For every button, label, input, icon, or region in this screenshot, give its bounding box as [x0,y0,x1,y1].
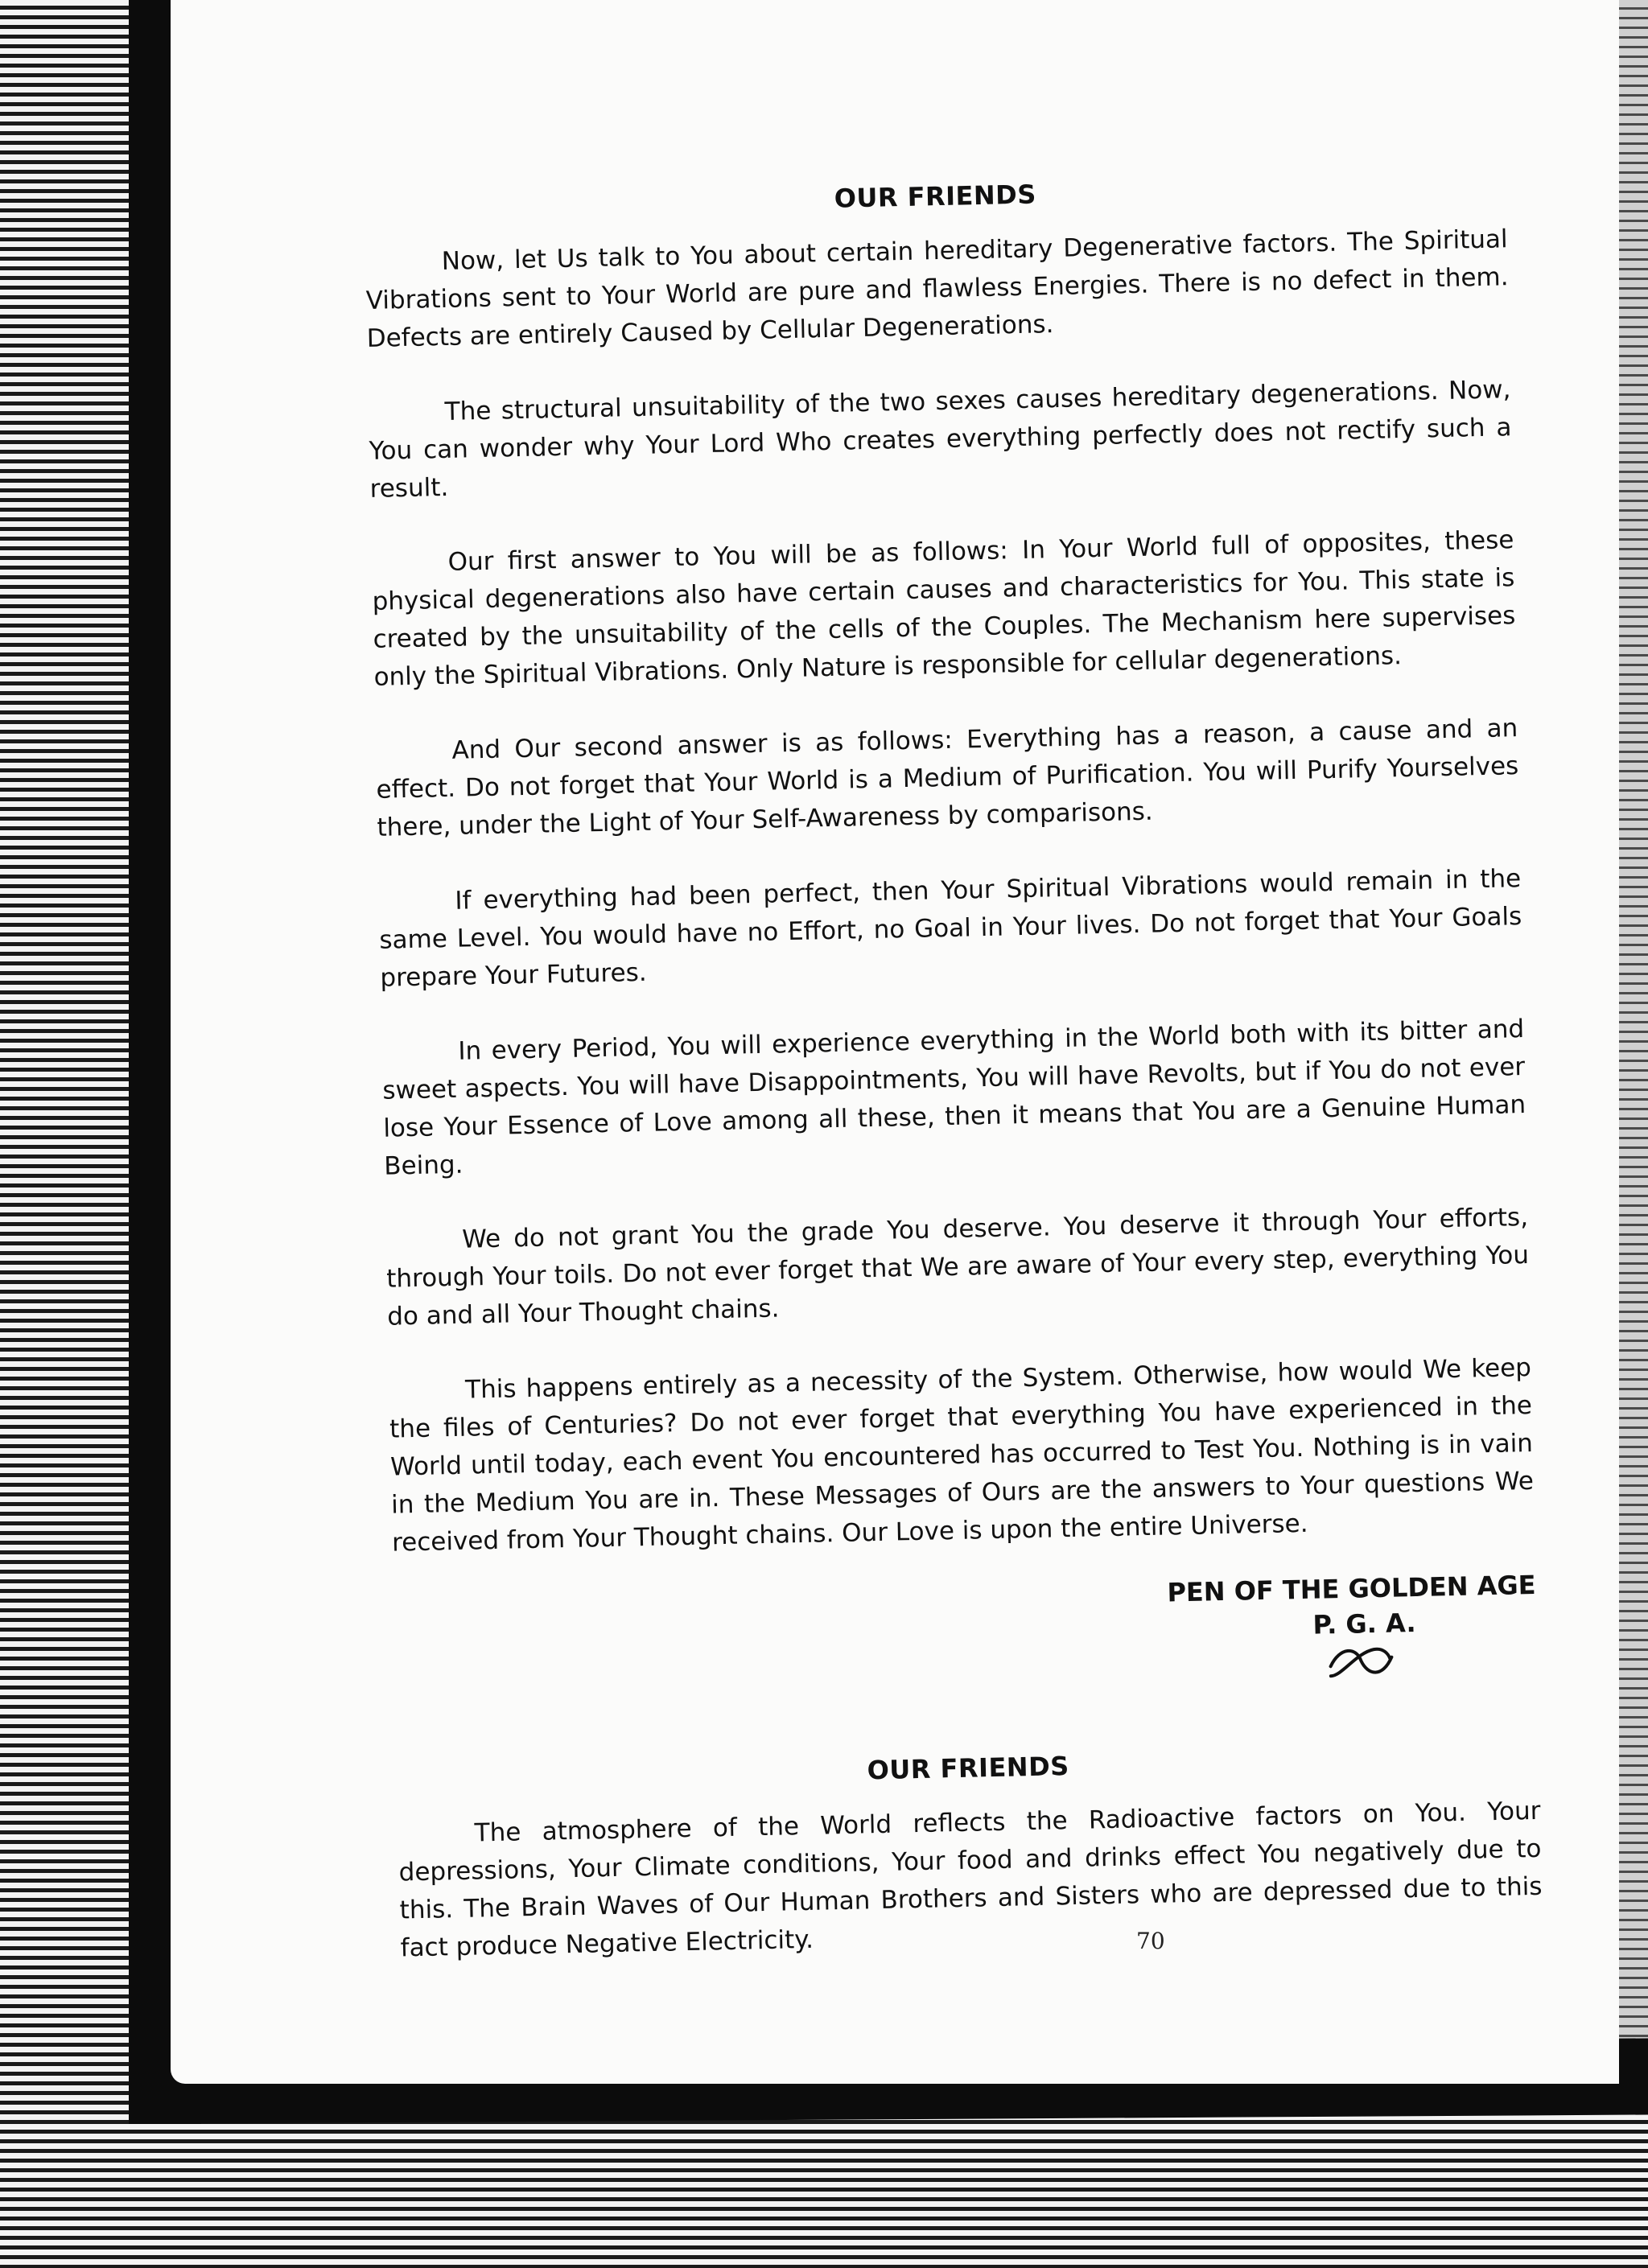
adjacent-page-edge [1616,0,1648,2060]
paragraph: If everything had been perfect, then Your Spiritual Vibrations would remain in the same Level. You would have no Effort, no Goal in Your lives. Do not forget that Your Goals prepare Your Futures. [379,864,1522,993]
section-2 [397,1741,1543,1968]
paragraph: Now, let Us talk to You about certain hereditary Degenerative factors. The Spiritual Vibrations sent to Your World are pure and flawless Energies. There is no defect in them. Defects are entirely Caused by Cellular Degenerations. [365,224,1509,353]
page-number: 70 [1136,1928,1165,1954]
paragraph: This happens entirely as a necessity of the System. Otherwise, how would We keep the files of Centuries? Do not ever forget that everything You have experienced in the World until today, each event You encountered has occurred to Test You. Nothing is in vain in the Medium You are in. These Messages of Ours are the answers to Your questions We received from Your Thought chains. Our Love is upon the entire Universe. [389,1352,1535,1558]
paragraph: In every Period, You will experience everything in the World both with its bitter and sweet aspects. You will have Disappointments, You will have Revolts, but if You do not ever lose Your Essence of Love among all these, then it means that You are a Genuine Human Being. [381,1015,1526,1181]
paragraph: We do not grant You the grade You deserve. You deserve it through Your efforts, through Your toils. Do not ever forget that We are aware of Your every step, everything You do and all Your Thought chains. [385,1202,1530,1332]
signature-line-1: PEN OF THE GOLDEN AGE [1167,1569,1536,1608]
infinity-symbol-icon-svg [1324,1643,1397,1681]
book-page [171,0,1619,2084]
paragraph: The atmosphere of the World reflects the Radioactive factors on You. Your depressions, Your Climate conditions, Your food and drinks effect You negatively due to this. The Brain Waves of Our Human Brothers and Sisters who are depressed due to this fact produce Negative Electricity. [398,1796,1543,1963]
page-content [364,169,1544,2004]
paragraph: Our first answer to You will be as follows: In Your World full of opposites, these physical degenerations also have certain causes and characteristics for You. This state is created by the unsuitability of the cells of the Couples. The Mechanism here supervises only the Spiritual Vibrations. Only Nature is responsible for cellular degenerations. [372,525,1516,692]
paragraph: And Our second answer is as follows: Everything has a reason, a cause and an effect. Do not forget that Your World is a Medium of Purification. You will Purify Yourselves there, under the Light of Your Self-Awareness by comparisons. [376,714,1519,842]
paragraph: The structural unsuitability of the two sexes causes hereditary degenerations. Now, You can wonder why Your Lord Who creates everything perfectly does not rectify such a result. [369,375,1512,504]
signature-line-2: P. G. A. [1312,1607,1416,1640]
section-title: OUR FRIENDS [834,179,1037,214]
section-title: OUR FRIENDS [867,1751,1070,1786]
section-1 [364,169,1538,1700]
